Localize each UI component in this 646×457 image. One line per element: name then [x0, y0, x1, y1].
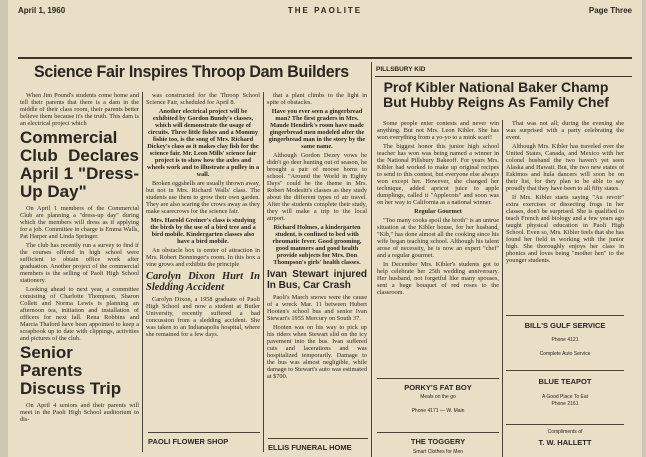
toggery-slogan: Smart Clothes for Men [412, 449, 464, 455]
bills-phone: Phone 4121 [551, 337, 579, 343]
newspaper-page [8, 0, 642, 457]
blue-teapot-ad [506, 370, 624, 423]
dam-article-p3: Broken eggshells are usually thrown away, but not in Mrs. Richard Walls' class. The students use them to grow their own garden. They are also scaring the crows away as they make scarecrows for the science fair. [146, 180, 260, 215]
teapot-title: BLUE TEAPOT [538, 377, 592, 386]
toggery-ad [377, 432, 499, 457]
kibler-c1-p4: In December Mrs. Kibler's students got to help celebrate her 25th wedding anniversary. Her husband, not forgetful like many spouses, sent a huge bouquet of red roses to the classroom. [377, 261, 499, 296]
toggery-title: THE TOGGERY [410, 437, 466, 446]
dam-article-bold3: Have you ever seen a gingerbread man? The first graders in Mrs. Maude Hendirk's room have made gingerbread men modeled after the gingerbread man in the story by the same name. [268, 108, 366, 150]
carolyn-dixon-headline: Carolyn Dixon Hurt In Sledding Accident [146, 271, 260, 293]
dam-article-p5: that a plant climbs to the light in spite of obstacles. [267, 92, 367, 106]
teapot-phone: Phone 2161 [551, 401, 579, 407]
pillsbury-kicker: PILLSBURY KID [376, 66, 426, 73]
commercial-club-headline: Commercial Club Declares April 1 "Dress-Up Day" [20, 128, 139, 201]
paper-name: THE PAOLITE [287, 6, 363, 15]
hallett-title: T. W. HALLETT [538, 438, 592, 447]
kibler-c2-p2: Although Mrs. Kibler has traveled over the United States, Canada, and Mexico with her colonel husband the two haven't yet seen Alaska and Hawaii. But, the two new states of Eskimos and hula dancers will soon be on their list, for they plan to be able to say proudly that they have been to all fifty states. [506, 143, 624, 192]
porkys-slogan: Meals on the go [420, 394, 456, 400]
kibler-c2-p3: If Mrs. Kibler starts saying "Au revoir" extra exercises or dissecting frogs in her classes, don't be surprised. She is qualified to teach French and biology and a few years ago taught physical education in Paoli High School. Even so, Mrs. Kibler feels that she has found her field in working with the junior high. She thoroughly enjoys her class in phonics and loves being "mother hen" to the younger students. [506, 194, 624, 264]
kibler-column-2 [506, 120, 624, 312]
hallett-compliments: Compliments of [547, 429, 583, 435]
kibler-c1-p1: Some people enter contests and never win anything. But not Mrs. Leon Kibler. She has won everything from a yo-yo to a mink scarf! [377, 120, 499, 141]
commercial-p2: The club has recently run a survey to find if the courses offered in high school were sufficient to obtain office work after graduation. Another project of the commercial members is the selling of Paoli High School stationery. [20, 242, 139, 284]
hallett-ad [506, 424, 624, 457]
bills-service: Complete Auto Service [539, 351, 591, 357]
column-1 [20, 92, 139, 457]
main-headline: Science Fair Inspires Throop Dam Builders [34, 63, 349, 82]
ivan-p1: Paoli's March snows were the cause of a wreck Mar. 11 between Hubert Hooten's school bus and senior Ivan Stewart's 1955 Mercury on South 37. [267, 294, 367, 322]
porkys-fat-boy-ad [377, 378, 499, 429]
senior-parents-headline: Senior Parents Discuss Trip [20, 343, 122, 398]
kibler-c1-p3: "Too many cooks spoil the broth" is an untrue situation at the Kibler house, for her husband, "Kib," has done almost all the cooking since his wife began teaching school. Although his talent arose of necessity, he is now an expert "chef" and a regular gourmet. [377, 217, 499, 259]
section-divider [371, 62, 372, 457]
page-header [18, 4, 632, 18]
kibler-c1-p2: The biggest honor this junior high school teacher has won was being named a winner in the National Pillsbury Bakeoff. For years Mrs. Kibler had worked to make up original recipes to send to this contest, but everyone else always won except her. However, she changed her technique, added apricot juice to apple dumplings, called it "Applecots" and soon was on her way to California as a national winner. [377, 143, 499, 206]
dam-article-p2: was constructed for the Throop School Science Fair, scheduled for April 8. [146, 92, 260, 106]
carolyn-p1: Carolyn Dixon, a 1958 graduate of Paoli High School and now a student at Butler University, recently suffered a bad concussion from a sledding accident. She was taken to an Indianapolis hospital, where she remained for a few days. [146, 296, 260, 338]
porkys-title: PORKY'S FAT BOY [404, 383, 472, 392]
issue-date: April 1, 1960 [18, 6, 66, 15]
ivan-stewart-headline: Ivan Stewart injured In Bus, Car Crash [267, 269, 367, 291]
dam-article-p1: When Jim Pound's students come home and tell their parents that there is a dam in the middle of their class room, their parents better believe them because it's the truth. This dam is an electrical project which [20, 92, 139, 127]
column-divider [142, 92, 143, 452]
bills-title: BILL'S GULF SERVICE [524, 321, 606, 330]
dam-article-bold2: Mrs. Harold Greiner's class is studying the birds by the use of a bird tree and a bird mobile. Kindergarten classes also have a bird mobile. [150, 217, 256, 245]
kibler-headline: Prof Kibler National Baker Champ But Hubby Reigns As Family Chef [383, 79, 609, 110]
commercial-p1: On April 1 members of the Commercial Club are planning a "dress-up day" during which the members will dress as if applying for a job. Committee in charge is Emma Walls, Pat Harper and Linda Springer. [20, 205, 139, 240]
dam-article-bold4: Richard Holmes, a kindergarten student, is confined to bed with rheumatic fever. Good grooming, good manners and good health provide subjects for Mrs. Don Thompson's girls' health classes. [272, 224, 362, 266]
paoli-flower-shop-ad: PAOLI FLOWER SHOP [148, 432, 260, 446]
teapot-slogan: A Good Place To Eat [541, 394, 589, 400]
column-divider [263, 92, 264, 452]
dam-article-p4: An obstacle box is center of attraction in Mrs. Robert Bonninger's room. In this box a vine grows and exhibits the principle [146, 247, 260, 268]
page-number: Page Three [588, 6, 632, 15]
kicker-rule [375, 76, 632, 77]
kibler-column-1 [377, 120, 499, 378]
column-divider [502, 120, 503, 457]
dam-article-p6: Although Gordon Dezey vows he didn't go deer hunting out of season, he brought a pair of moose horns to school. "Around the World in Eighty Days" could be the theme in Mrs. Robert Modesitt's classes as they study about the different types of air travel. After the students complete their study, they will make a trip to the local airport. [267, 152, 367, 222]
ivan-p2: Hooten was on his way to pick up his riders when Stewart slid on the icy pavement into the bus. Ivan suffered cuts and lacerations and was hospitalized temporarily. Damage to the bus was almost negligible, while damage to Stewart's auto was estimated at $700. [267, 324, 367, 380]
bills-gulf-service-ad [506, 315, 624, 368]
senior-p1: On April 4 seniors and their parents will meet in the Paoli High School auditorium to dis- [20, 402, 139, 423]
dam-article-bold1: Another electrical project will be exhibited by Gordon Bundy's classes, which will demonstrate the usage of circuits. Three little fishes and a Mommy fishie too, is the song of Mrs. Richard Dickey's class as it makes clay fish for the science fair. Mr. Leon Mills' science fair project is to show how the axles and wheels work and to illustrate a pulley in a wall. [147, 108, 259, 178]
porkys-phone: Phone 4171 — W. Main [411, 408, 465, 414]
kibler-c2-p1: That was not all; during the evening she was surprised with a party celebrating the event. [506, 120, 624, 141]
header-rule [18, 57, 632, 59]
ellis-funeral-home-ad: ELLIS FUNERAL HOME [268, 438, 368, 452]
regular-gourmet-subhead: Regular Gourmet [414, 208, 462, 215]
column-2 [146, 92, 260, 430]
commercial-p3: Looking ahead to next year, a committee consisting of Charlotte Thompson, Sharon Collett and Norma Lewis is planning an afternoon tea, initiation and installation of officers for next fall. Rena Robbins and Marcia Thaford have been appointed to keep a scrapbook up to date with clippings, activities and pictures of the club. [20, 286, 139, 342]
column-3 [267, 92, 367, 432]
